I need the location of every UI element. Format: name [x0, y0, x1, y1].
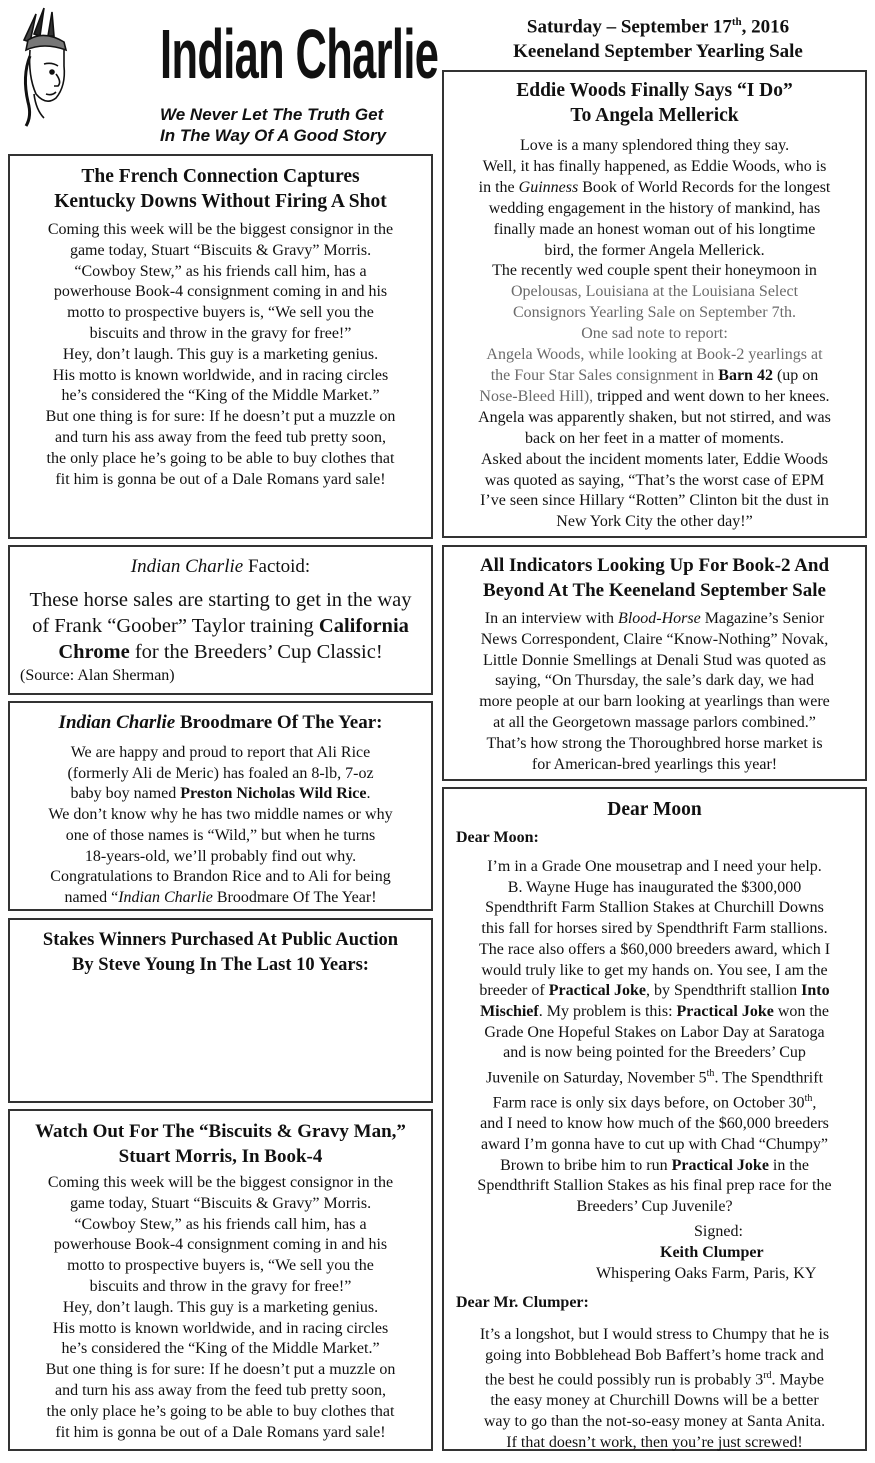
broodmare-box — [8, 701, 433, 911]
article-line: the only place he’s going to be able to buy clothes that — [46, 449, 395, 467]
article-line: “Cowboy Stew,” as his friends call him, has a — [74, 262, 367, 280]
article-line: “Cowboy Stew,” as his friends call him, has a — [74, 1215, 367, 1233]
article-line: But one thing is for sure: If he doesn’t put a muzzle on — [45, 1361, 396, 1379]
broodmare-body: We are happy and proud to report that Ali Rice (formerly Ali de Meric) has foaled an 8-lb, 7-oz baby boy named Preston Nicholas Wild Rice. We don’t know why he has two middle names or why one of those names is “Wild,” but when he turns 18-years-old, we’ll probably find out why. Congratulations to Brandon Rice and to Ali for being named “Indian Charlie Broodmare Of The Year! — [48, 744, 393, 906]
article-line: biscuits and throw in the gravy for free!” — [89, 1277, 352, 1295]
event-name: Keeneland September Yearling Sale — [513, 41, 803, 63]
article-line: he’s considered the “King of the Middle Market.” — [61, 1340, 380, 1358]
factoid-title: Indian Charlie Factoid: — [130, 556, 311, 577]
article-line: powerhouse Book-4 consignment coming in and his — [53, 1236, 388, 1254]
article-line: biscuits and throw in the gravy for free!” — [89, 324, 352, 342]
article-line: he’s considered the “King of the Middle Market.” — [61, 387, 380, 405]
article-body: In an interview with Blood-Horse Magazine’s Senior News Correspondent, Claire “Know-Nothing” Novak, Little Donnie Smellings at Denali Stud was quoted as saying, “On Thursday, the sale’s dark day, we had more people at our barn looking at yearlings than were at all the Georgetown massage parlors combined.” That’s how strong the Thoroughbred horse market is for American-bred yearlings this year! — [479, 610, 830, 773]
reply-body: It’s a longshot, but I would stress to Chumpy that he is going into Bobblehead Bob Baffert’s home track and the best he could possibly run is probably 3rd. Maybe the easy money at Churchill Downs will be a better way to go than the not-so-easy money at Santa Anita. If that doesn’t work, then you’re just screwed! — [479, 1326, 830, 1451]
article-line: His motto is known worldwide, and in racing circles — [52, 1319, 389, 1337]
article-line: His motto is known worldwide, and in racing circles — [52, 366, 389, 384]
article-line: Coming this week will be the biggest consignor in the — [47, 221, 394, 238]
article-headline: Watch Out For The “Biscuits & Gravy Man,” Stuart Morris, In Book-4 — [35, 1121, 406, 1167]
article-line: powerhouse Book-4 consignment coming in and his — [53, 283, 388, 301]
article-line: Hey, don’t laugh. This guy is a marketing genius. — [62, 1298, 379, 1316]
factoid-text: These horse sales are starting to get in the way of Frank “Goober” Taylor training California Chrome for the Breeders’ Cup Classic! — [29, 589, 412, 663]
article-line: fit him is gonna be out of a Dale Romans yard sale! — [55, 1423, 386, 1441]
article-indicators — [442, 545, 867, 781]
letter-salutation: Dear Moon: — [456, 829, 539, 846]
dear-moon-column — [442, 787, 867, 1451]
article-line: the only place he’s going to be able to buy clothes that — [46, 1402, 395, 1420]
article-body: Love is a many splendored thing they say. Well, it has finally happened, as Eddie Woods, who is in the Guinness Book of World Records for the longest wedding engagement in the history of mankind, has finally made an honest woman out of his longtime bird, the former Angela Mellerick. The recently wed couple spent their honeymoon in Opelousas, Louisiana at the Louisiana Select Consignors Yearling Sale on September 7th. One sad note to report: Angela Woods, while looking at Book-2 yearlings at the Four Star Sales consignment in Barn 42 (up on Nose-Bleed Hill), tripped and went down to her knees. Angela was apparently shaken, but not stirred, and was back on her feet in a matter of moments. Asked about the incident moments later, Eddie Woods was quoted as saying, “That’s the worst case of EPM I’ve seen since Hillary “Rotten” Clinton bit the dust in New York City the other day!” — [478, 137, 831, 531]
article-line: and turn his ass away from the feed tub pretty soon, — [54, 1381, 387, 1399]
article-french-connection — [8, 154, 433, 539]
masthead-tagline: We Never Let The Truth Get In The Way Of A Good Story — [160, 105, 387, 145]
stakes-headline: Stakes Winners Purchased At Public Auction By Steve Young In The Last 10 Years: — [42, 930, 399, 975]
article-headline: All Indicators Looking Up For Book-2 And Beyond At The Keeneland September Sale — [479, 555, 830, 601]
article-line: fit him is gonna be out of a Dale Romans yard sale! — [55, 470, 386, 488]
stakes-winners-box — [8, 918, 433, 1103]
article-line: game today, Stuart “Biscuits & Gravy” Morris. — [69, 241, 372, 259]
letter-body: I’m in a Grade One mousetrap and I need your help. B. Wayne Huge has inaugurated the $300,000 Spendthrift Farm Stallion Stakes at Churchill Downs this fall for horses sired by Spendthrift Farm stallions. The race also offers a $60,000 breeders award, which I would truly like to get my hands on. You see, I am the breeder of Practical Joke, by Spendthrift stallion Into Mischief. My problem is this: Practical Joke won the Grade One Hopeful Stakes on Labor Day at Saratoga and is now being pointed for the Breeders’ Cup Juvenile on Saturday, November 5th. The Spendthrift Farm race is only six days before, on October 30th, and I need to know how much of the $60,000 breeders award I’m gonna have to cut up with Chad “Chumpy” Brown to bribe him to run Practical Joke in the Spendthrift Stallion Stakes as his final prep race for the Breeders’ Cup Juvenile? — [477, 858, 832, 1215]
article-line: game today, Stuart “Biscuits & Gravy” Morris. — [69, 1194, 372, 1212]
indian-chief-head-icon — [14, 6, 76, 128]
article-line: motto to prospective buyers is, “We sell you the — [67, 1257, 374, 1275]
masthead-title: Indian Charlie — [160, 15, 439, 93]
reply-salutation: Dear Mr. Clumper: — [456, 1294, 589, 1311]
article-line: and turn his ass away from the feed tub pretty soon, — [54, 428, 387, 446]
article-body — [10, 220, 431, 490]
broodmare-title: Indian Charlie Broodmare Of The Year: — [58, 712, 383, 733]
letter-signature: Signed: Keith Clumper Whispering Oaks Farm, Paris, KY — [596, 1223, 817, 1282]
factoid-box — [8, 545, 433, 695]
factoid-source: (Source: Alan Sherman) — [20, 667, 175, 684]
article-line: Hey, don’t laugh. This guy is a marketing genius. — [62, 345, 379, 363]
article-headline: The French Connection Captures Kentucky Downs Without Firing A Shot — [54, 166, 387, 212]
article-headline: Eddie Woods Finally Says “I Do” To Angela Mellerick — [516, 80, 793, 126]
dateline: Saturday – September 17th, 2016 Keeneland September Yearling Sale — [444, 10, 872, 64]
article-eddie-woods — [442, 70, 867, 538]
article-biscuits-gravy — [8, 1109, 433, 1451]
column-title: Dear Moon — [607, 799, 702, 820]
article-body — [10, 1173, 431, 1443]
article-line: But one thing is for sure: If he doesn’t put a muzzle on — [45, 408, 396, 426]
article-line: Coming this week will be the biggest consignor in the — [47, 1174, 394, 1191]
article-line: motto to prospective buyers is, “We sell you the — [67, 304, 374, 322]
